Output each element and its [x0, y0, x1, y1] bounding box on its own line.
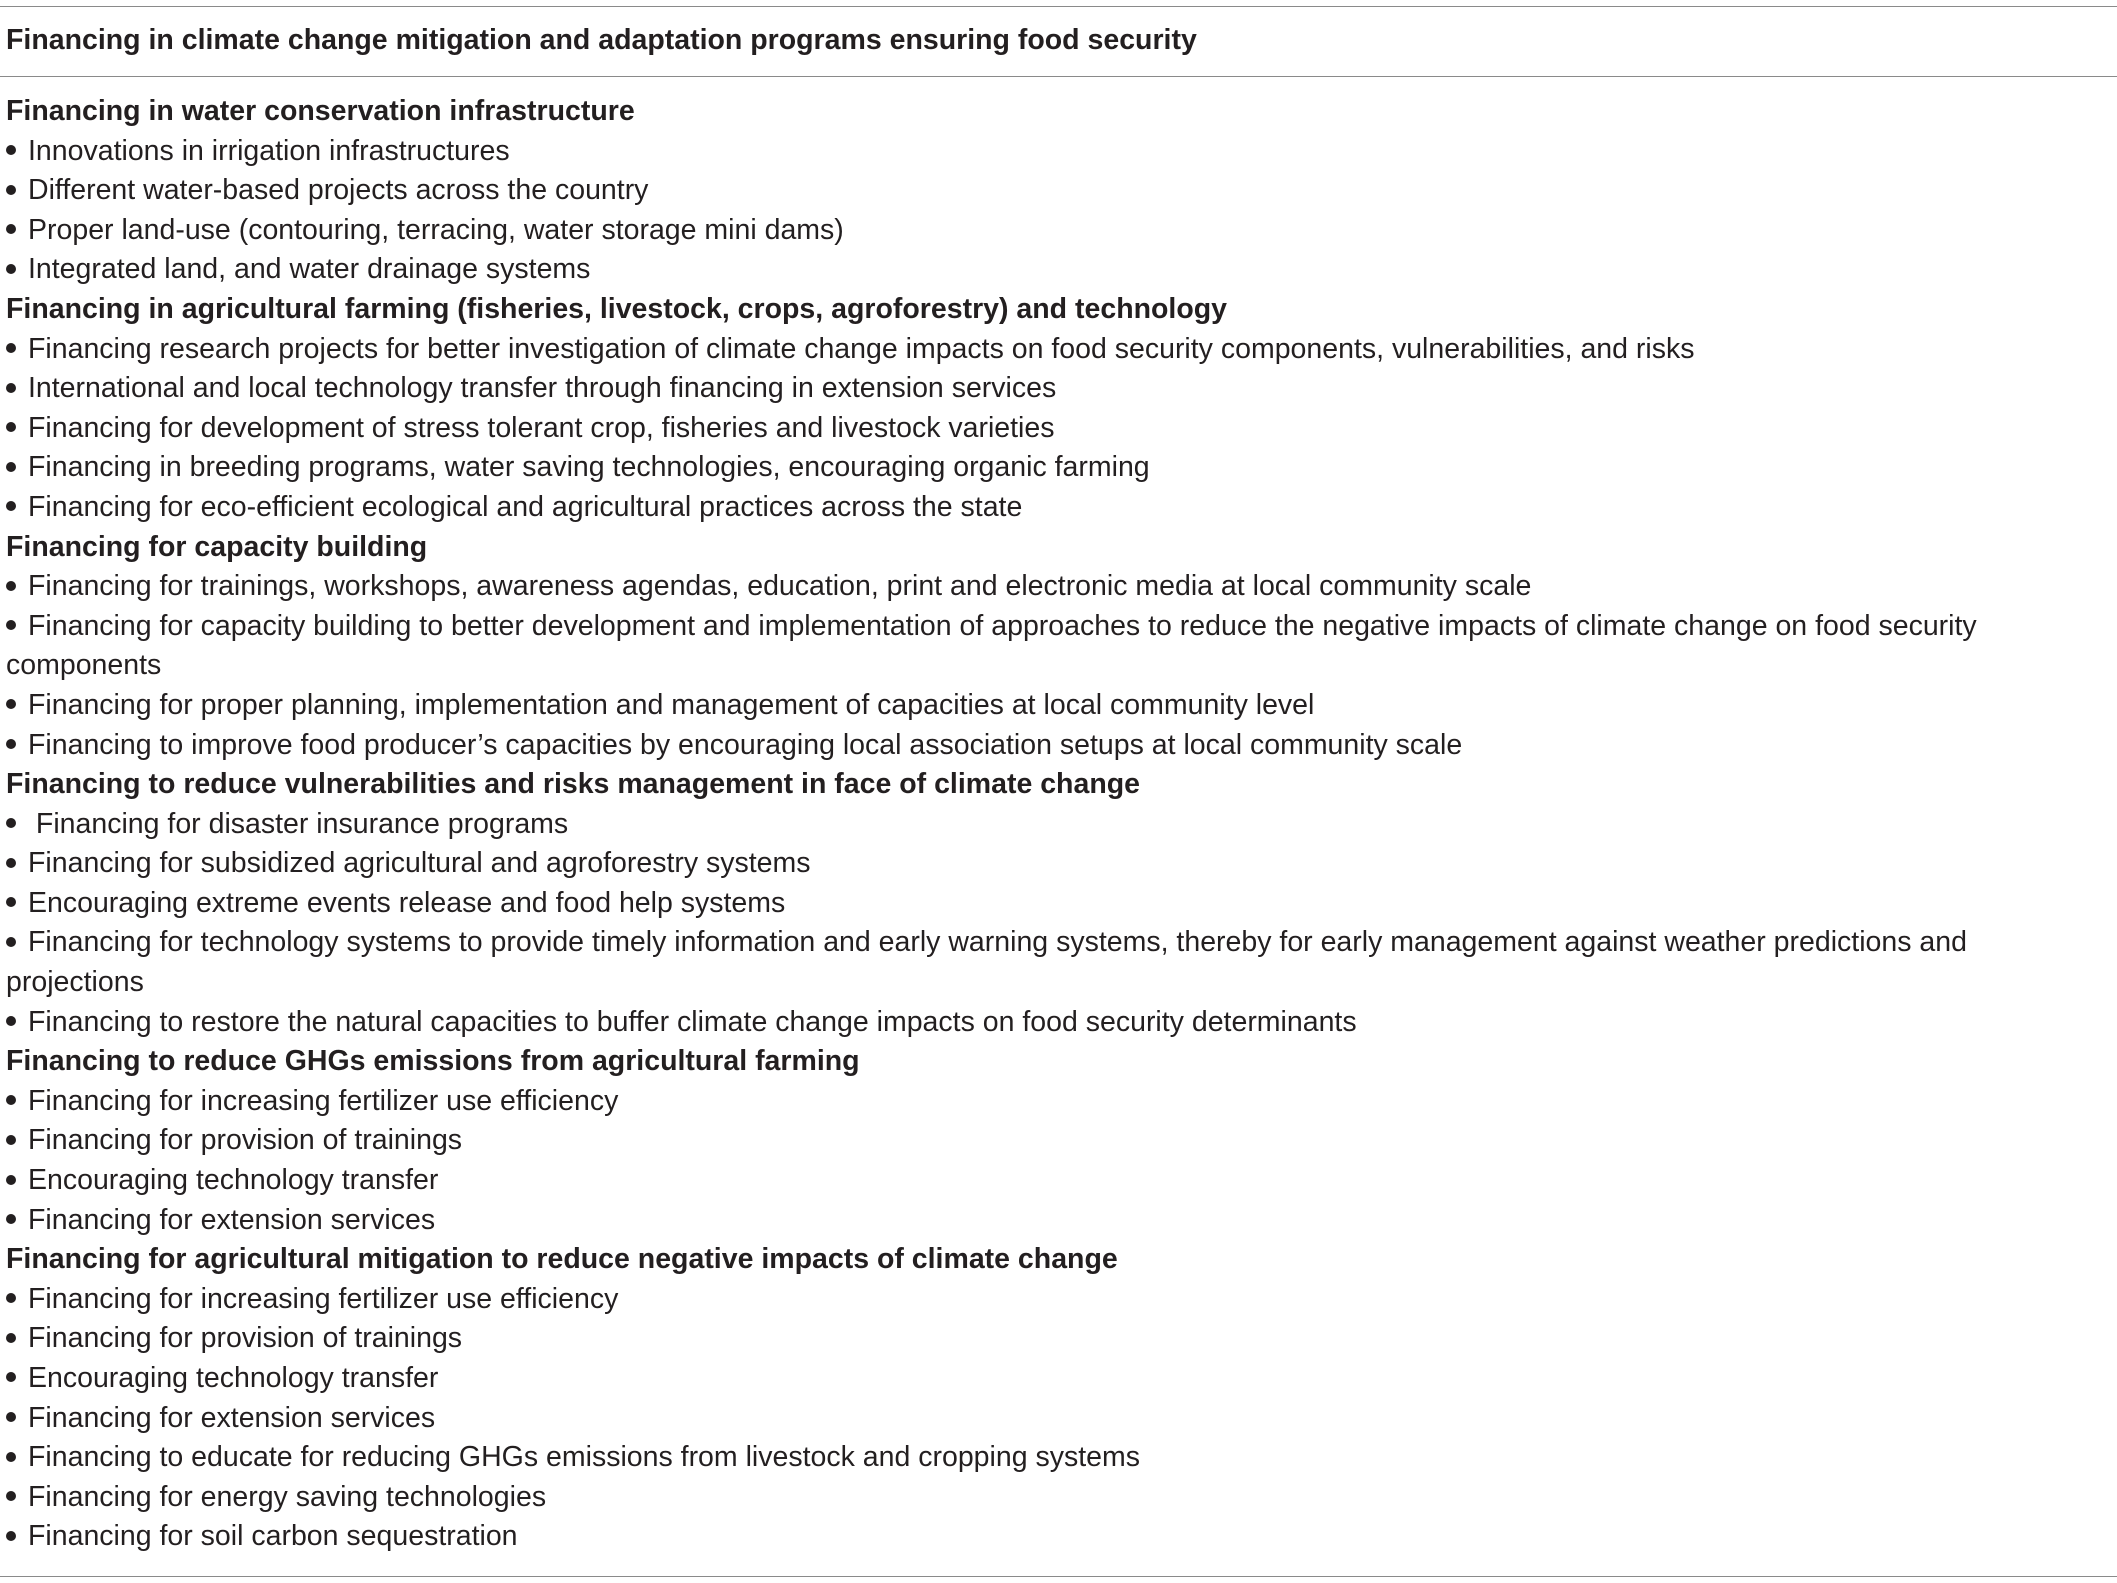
- list-item-text: Financing research projects for better investigation of climate change impacts on food security components, vulnerabilities, and risks: [28, 332, 1695, 365]
- section-agricultural-farming: [6, 290, 2001, 528]
- list-item: [6, 488, 2001, 528]
- list-item: [6, 1438, 2001, 1478]
- list-item-text: Financing for provision of trainings: [28, 1124, 463, 1157]
- bullet-icon: [6, 1399, 28, 1439]
- list-item: [6, 726, 2001, 766]
- list-item-text: Different water-based projects across the country: [28, 174, 649, 207]
- list-item-text: Encouraging extreme events release and food help systems: [28, 886, 786, 919]
- section-water-conservation: [6, 92, 2001, 290]
- list-item-text: Financing to improve food producer’s capacities by encouraging local association setups at local community scale: [28, 728, 1463, 761]
- section-vulnerabilities-risks: [6, 765, 2001, 1042]
- list-item: [6, 686, 2001, 726]
- table-top-rule: [0, 6, 2117, 7]
- bullet-icon: [6, 1280, 28, 1320]
- section-title: Financing for capacity building: [6, 530, 428, 563]
- list-item-text: Financing for energy saving technologies: [28, 1480, 547, 1513]
- list-item: [6, 171, 2001, 211]
- list-item-text: Financing for extension services: [28, 1203, 436, 1236]
- bullet-icon: [6, 1082, 28, 1122]
- list-item: [6, 369, 2001, 409]
- list-item-text: Innovations in irrigation infrastructures: [28, 134, 510, 167]
- list-item: [6, 1082, 2001, 1122]
- list-item: [6, 884, 2001, 924]
- section-capacity-building: [6, 528, 2001, 766]
- list-item: [6, 448, 2001, 488]
- list-item: [6, 409, 2001, 449]
- bullet-icon: [6, 132, 28, 172]
- list-item: [6, 1359, 2001, 1399]
- bullet-icon: [6, 686, 28, 726]
- bullet-icon: [6, 448, 28, 488]
- list-item: [6, 1399, 2001, 1439]
- table-bottom-rule: [0, 1576, 2117, 1577]
- list-item: [6, 844, 2001, 884]
- bullet-icon: [6, 211, 28, 251]
- list-item: [6, 1201, 2001, 1241]
- bullet-icon: [6, 726, 28, 766]
- list-item: [6, 1003, 2001, 1043]
- bullet-icon: [6, 171, 28, 211]
- table-header: Financing in climate change mitigation and adaptation programs ensuring food security: [6, 24, 1197, 56]
- section-ghg-emissions: [6, 1042, 2001, 1240]
- list-item: [6, 132, 2001, 172]
- list-item-text: Financing for technology systems to provide timely information and early warning systems, thereby for early management against weather predictions and projections: [6, 926, 1967, 999]
- list-item: [6, 1478, 2001, 1518]
- list-item-text: Financing for increasing fertilizer use efficiency: [28, 1282, 619, 1315]
- table-body: [6, 92, 2001, 1557]
- list-item-text: Encouraging technology transfer: [28, 1164, 439, 1197]
- list-item: [6, 250, 2001, 290]
- list-item: [6, 607, 2001, 686]
- list-item: [6, 923, 2001, 1002]
- bullet-icon: [6, 1121, 28, 1161]
- list-item-text: International and local technology transfer through financing in extension services: [28, 372, 1057, 405]
- bullet-icon: [6, 805, 28, 845]
- list-item-text: Financing for development of stress tolerant crop, fisheries and livestock varieties: [28, 411, 1055, 444]
- bullet-icon: [6, 369, 28, 409]
- list-item-text: Integrated land, and water drainage systems: [28, 253, 591, 286]
- list-item-text: Financing for trainings, workshops, awareness agendas, education, print and electronic media at local community scale: [28, 570, 1532, 603]
- bullet-icon: [6, 1517, 28, 1557]
- bullet-icon: [6, 607, 28, 647]
- bullet-icon: [6, 1359, 28, 1399]
- bullet-icon: [6, 884, 28, 924]
- list-item-text: Financing for increasing fertilizer use efficiency: [28, 1084, 619, 1117]
- list-item-text: Financing for proper planning, implementation and management of capacities at local community level: [28, 688, 1315, 721]
- bullet-icon: [6, 409, 28, 449]
- bullet-icon: [6, 1438, 28, 1478]
- list-item: [6, 1517, 2001, 1557]
- list-item-text: Financing for soil carbon sequestration: [28, 1520, 518, 1553]
- bullet-icon: [6, 923, 28, 963]
- bullet-icon: [6, 567, 28, 607]
- list-item: [6, 805, 2001, 845]
- section-title: Financing in water conservation infrastructure: [6, 95, 635, 127]
- list-item: [6, 1161, 2001, 1201]
- bullet-icon: [6, 1003, 28, 1043]
- list-item-text: Financing for provision of trainings: [28, 1322, 463, 1355]
- section-title: Financing to reduce GHGs emissions from agricultural farming: [6, 1045, 860, 1078]
- bullet-icon: [6, 844, 28, 884]
- bullet-icon: [6, 488, 28, 528]
- list-item-text: Financing in breeding programs, water saving technologies, encouraging organic farming: [28, 451, 1150, 484]
- bullet-icon: [6, 1319, 28, 1359]
- list-item-text: Financing to educate for reducing GHGs emissions from livestock and cropping systems: [28, 1441, 1140, 1474]
- list-item-text: Proper land-use (contouring, terracing, water storage mini dams): [28, 213, 844, 246]
- list-item-text: Financing to restore the natural capacities to buffer climate change impacts on food security determinants: [28, 1005, 1357, 1038]
- list-item-text: Financing for disaster insurance programs: [28, 807, 569, 840]
- list-item: [6, 1319, 2001, 1359]
- bullet-icon: [6, 1201, 28, 1241]
- list-item-text: Financing for eco-efficient ecological and agricultural practices across the state: [28, 490, 1023, 523]
- bullet-icon: [6, 250, 28, 290]
- list-item: [6, 1280, 2001, 1320]
- bullet-icon: [6, 330, 28, 370]
- list-item-text: Financing for capacity building to better development and implementation of approaches to reduce the negative impacts of climate change on food security components: [6, 609, 1977, 682]
- section-title: Financing for agricultural mitigation to reduce negative impacts of climate change: [6, 1243, 1118, 1276]
- list-item: [6, 211, 2001, 251]
- bullet-icon: [6, 1478, 28, 1518]
- bullet-icon: [6, 1161, 28, 1201]
- table-header-rule: [0, 76, 2117, 77]
- list-item: [6, 330, 2001, 370]
- list-item-text: Encouraging technology transfer: [28, 1362, 439, 1394]
- section-agricultural-mitigation: [6, 1240, 2001, 1557]
- section-title: Financing in agricultural farming (fisheries, livestock, crops, agroforestry) and technology: [6, 292, 1228, 325]
- list-item: [6, 567, 2001, 607]
- list-item-text: Financing for subsidized agricultural and agroforestry systems: [28, 847, 811, 880]
- list-item-text: Financing for extension services: [28, 1401, 436, 1434]
- section-title: Financing to reduce vulnerabilities and risks management in face of climate change: [6, 768, 1140, 801]
- list-item: [6, 1121, 2001, 1161]
